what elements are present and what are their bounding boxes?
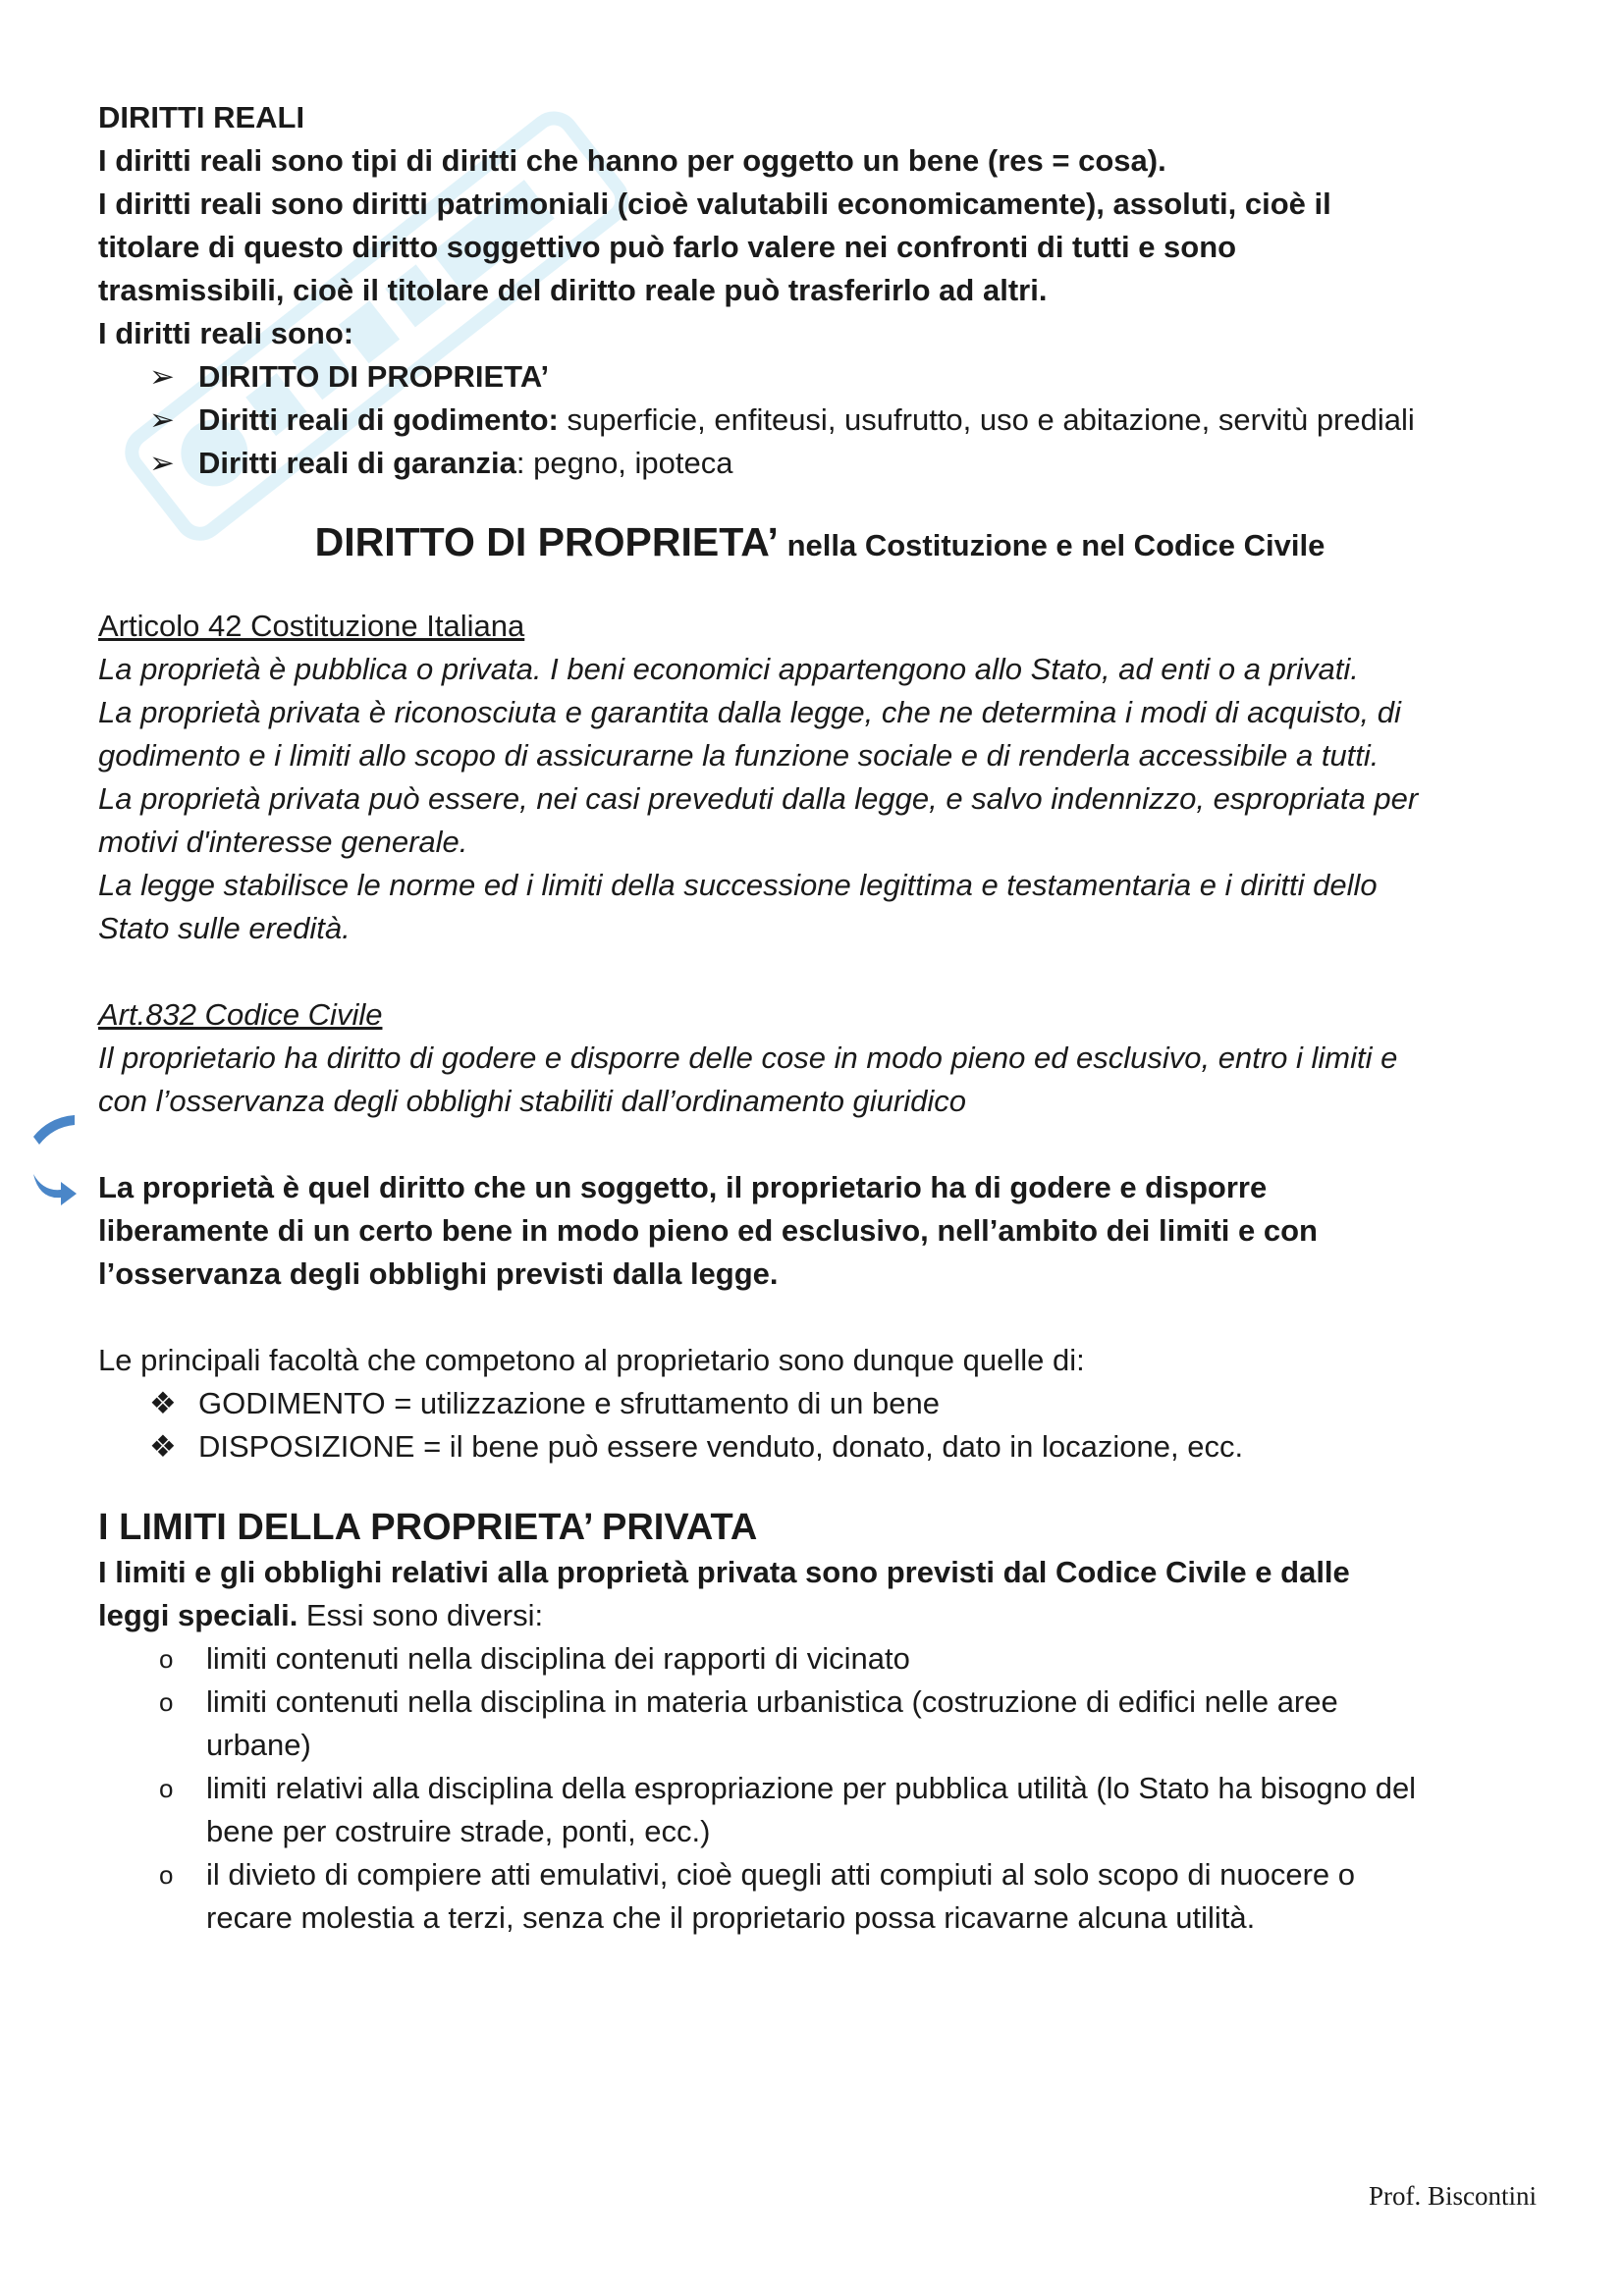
intro-heading: DIRITTI REALI [98,100,305,134]
list-item-text: limiti relativi alla disciplina della espropriazione per pubblica utilità (lo Stato ha bisogno del [206,1771,1417,1805]
faculties-intro: Le principali facoltà che competono al proprietario sono dunque quelle di: [98,1343,1085,1377]
intro-line: trasmissibili, cioè il titolare del diritto reale può trasferirlo ad altri. [98,273,1048,307]
article832-line: Il proprietario ha diritto di godere e disporre delle cose in modo pieno ed esclusivo, entro i limiti e [98,1041,1398,1075]
list-item-text: DISPOSIZIONE = il bene può essere venduto, donato, dato in locazione, ecc. [198,1429,1244,1464]
list-item-text: il divieto di compiere atti emulativi, cioè quegli atti compiuti al solo scopo di nuocere o [206,1857,1355,1892]
article832-heading: Art.832 Codice Civile [98,997,383,1032]
list-item-bold: Diritti reali di godimento: [198,402,559,437]
article42-line: La proprietà privata può essere, nei casi preveduti dalla legge, e salvo indennizzo, espropriata per [98,781,1419,816]
list-item-text: GODIMENTO = utilizzazione e sfruttamento di un bene [198,1386,940,1420]
arrow-right-icon [29,1166,81,1209]
list-item [98,355,1542,399]
limits-intro-line: I limiti e gli obblighi relativi alla proprietà privata sono previsti dal Codice Civile e dalle [98,1555,1350,1589]
definition-line: La proprietà è quel diritto che un soggetto, il proprietario ha di godere e disporre [98,1170,1268,1204]
diamond-bullet-icon: ❖ [149,1386,177,1420]
intro-line: I diritti reali sono diritti patrimoniali (cioè valutabili economicamente), assoluti, cioè il [98,187,1331,221]
article42-line: godimento e i limiti allo scopo di assicurarne la funzione sociale e di renderla accessibile a tutti. [98,738,1380,773]
circle-bullet-icon: o [159,1687,174,1717]
list-item-text: urbane) [206,1728,311,1762]
arrowhead-bullet-icon: ➢ [149,446,175,480]
list-item-text: bene per costruire strade, ponti, ecc.) [206,1814,711,1848]
list-item-bold: Diritti reali di garanzia [198,446,516,480]
article42-line: motivi d'interesse generale. [98,825,468,859]
definition-line: liberamente di un certo bene in modo pieno ed esclusivo, nell’ambito dei limiti e con [98,1213,1318,1248]
intro-line: titolare di questo diritto soggettivo può farlo valere nei confronti di tutti e sono [98,230,1237,264]
list-item-text: recare molestia a terzi, senza che il proprietario possa ricavarne alcuna utilità. [206,1900,1256,1935]
document-page [98,96,1542,1940]
title-sub: nella Costituzione e nel Codice Civile [778,528,1325,562]
list-item [98,1853,1542,1940]
section-title [98,520,1542,567]
circle-bullet-icon: o [159,1644,174,1674]
list-item-text: : pegno, ipoteca [515,446,733,480]
page-footer-author: Prof. Biscontini [1368,2181,1537,2211]
intro-line: I diritti reali sono: [98,316,354,350]
list-item [98,1425,1542,1468]
article42-line: La proprietà è pubblica o privata. I beni economici appartengono allo Stato, ad enti o a privati. [98,652,1359,686]
intro-line: I diritti reali sono tipi di diritti che hanno per oggetto un bene (res = cosa). [98,143,1166,178]
title-main: DIRITTO DI PROPRIETA’ [314,519,779,564]
list-item [98,442,1542,485]
list-item [98,1767,1542,1853]
faculties-list [98,1382,1542,1468]
diamond-bullet-icon: ❖ [149,1429,177,1464]
limits-intro-line [98,1594,1542,1637]
list-item [98,1681,1542,1767]
circle-bullet-icon: o [159,1774,174,1803]
article832-line: con l’osservanza degli obblighi stabiliti dall’ordinamento giuridico [98,1084,966,1118]
list-item-text: superficie, enfiteusi, usufrutto, uso e abitazione, servitù prediali [558,402,1415,437]
arrowhead-bullet-icon: ➢ [149,402,175,437]
article42-line: La proprietà privata è riconosciuta e garantita dalla legge, che ne determina i modi di acquisto, di [98,695,1401,729]
definition-line: l’osservanza degli obblighi previsti dalla legge. [98,1256,779,1291]
article42-heading: Articolo 42 Costituzione Italiana [98,609,525,643]
list-item [98,1637,1542,1681]
article42-line: La legge stabilisce le norme ed i limiti della successione legittima e testamentaria e i diritti dello [98,868,1378,902]
list-item-text: limiti contenuti nella disciplina in materia urbanistica (costruzione di edifici nelle aree [206,1684,1338,1719]
limits-heading: I LIMITI DELLA PROPRIETA’ PRIVATA [98,1507,758,1548]
list-item-text: limiti contenuti nella disciplina dei rapporti di vicinato [206,1641,910,1676]
article42-line: Stato sulle eredità. [98,911,351,945]
limits-intro-bold: leggi speciali. [98,1598,298,1632]
circle-bullet-icon: o [159,1860,174,1890]
list-item [98,399,1542,442]
real-rights-list [98,355,1542,485]
limits-list [98,1637,1542,1940]
arrowhead-bullet-icon: ➢ [149,359,175,394]
list-item [98,1382,1542,1425]
limits-intro-rest: Essi sono diversi: [298,1598,544,1632]
list-item-bold: DIRITTO DI PROPRIETA’ [198,359,550,394]
curved-arrow-icon [29,1107,81,1150]
